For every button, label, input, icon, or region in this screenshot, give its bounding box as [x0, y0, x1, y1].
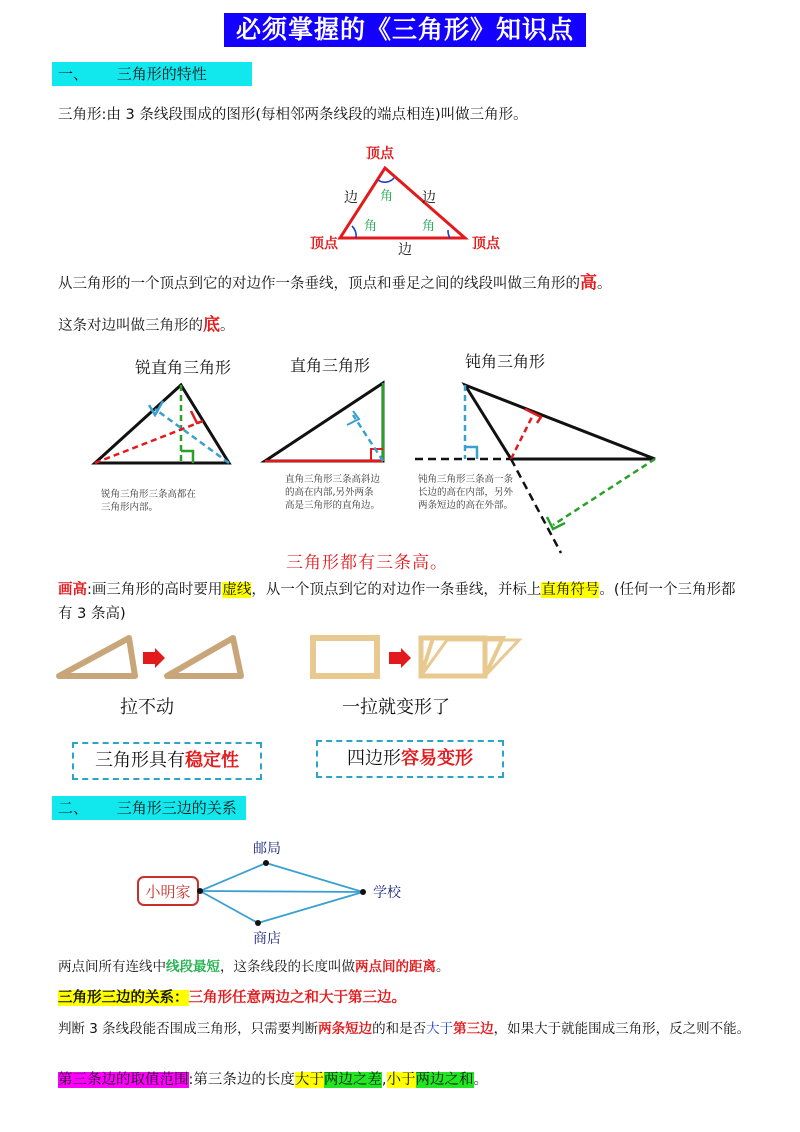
shortest-line-paragraph — [58, 955, 450, 979]
range-sum: 两边之和 — [415, 1072, 474, 1088]
greater-than-term: 大于 — [426, 1021, 454, 1037]
range-label: 第三条边的取值范围 — [58, 1072, 189, 1088]
deform-label: 一拉就变形了 — [342, 697, 450, 718]
section-number: 一、 — [58, 65, 89, 83]
side-label-left: 边 — [344, 190, 358, 206]
height-def-end: 。 — [597, 276, 612, 292]
home-label: 小明家 — [145, 883, 191, 901]
obtuse-triangle-figure — [415, 385, 655, 553]
stability-text: 三角形具有 — [95, 750, 185, 771]
shop-label: 商店 — [253, 931, 281, 947]
page-title: 必须掌握的《三角形》知识点 — [224, 13, 586, 47]
vertex-label-left: 顶点 — [310, 236, 338, 252]
angle-label-left: 角 — [364, 219, 378, 234]
angle-label-top: 角 — [380, 189, 394, 204]
right-angle-term: 直角符号 — [541, 582, 600, 598]
stability-illustration — [55, 628, 535, 688]
section-number: 二、 — [58, 799, 89, 817]
base-def-text: 这条对边叫做三角形的 — [58, 318, 203, 334]
stability-box — [72, 742, 262, 780]
heights-diagrams — [85, 375, 685, 560]
draw-label: 画高 — [58, 582, 87, 598]
triangle-definition: 三角形:由 3 条线段围成的图形(每相邻两条线段的端点相连)叫做三角形。 — [58, 107, 528, 123]
school-label: 学校 — [373, 885, 401, 901]
range-comma: , — [381, 1072, 387, 1088]
range-paragraph — [58, 1068, 488, 1092]
triangle-inequality — [58, 986, 406, 1010]
range-greater: 大于 — [294, 1072, 324, 1088]
acute-triangle-figure — [95, 385, 229, 463]
third-side-term: 第三边 — [453, 1021, 494, 1037]
shortest-text-5: 。 — [436, 959, 450, 975]
vertex-label-top: 顶点 — [366, 146, 394, 162]
quad-box — [316, 740, 504, 778]
draw-text-3: 。(任何一个三角形都有 3 条高) — [58, 582, 736, 622]
shortest-text-3: ，这条线段的长度叫做 — [220, 959, 355, 975]
range-end: 。 — [473, 1072, 488, 1088]
shortest-term: 线段最短 — [166, 959, 220, 975]
type-acute-title: 锐直角三角形 — [135, 358, 232, 377]
range-less: 小于 — [386, 1072, 416, 1088]
base-def-end: 。 — [220, 318, 235, 334]
stability-word: 稳定性 — [185, 750, 239, 771]
three-heights-note: 三角形都有三条高。 — [286, 553, 448, 573]
draw-text-1: :画三角形的高时要用 — [87, 582, 223, 598]
relation-label: 三角形三边的关系： — [58, 990, 189, 1006]
side-label-right: 边 — [422, 190, 436, 206]
height-def-text: 从三角形的一个顶点到它的对边作一条垂线，顶点和垂足之间的线段叫做三角形的 — [58, 276, 580, 292]
side-label-bottom: 边 — [398, 242, 412, 258]
dashed-line-term: 虚线 — [222, 582, 252, 598]
cant-pull-label: 拉不动 — [120, 697, 174, 718]
angle-label-right: 角 — [422, 219, 436, 234]
base-word: 底 — [203, 315, 220, 335]
draw-heights-paragraph — [58, 578, 748, 626]
type-obtuse-title: 钝角三角形 — [465, 352, 546, 371]
height-word: 高 — [580, 273, 597, 293]
judge-text-6: ，如果大于就能围成三角形，反之则不能。 — [493, 1021, 751, 1037]
acute-note: 锐角三角形三条高都在三角形内部。 — [101, 489, 197, 513]
shortest-text-1: 两点间所有连线中 — [58, 959, 166, 975]
judge-text-1: 判断 3 条线段能否围成三角形，只需要判断 — [58, 1021, 319, 1037]
relation-text: 三角形任意两边之和大于第三边。 — [188, 990, 406, 1006]
draw-text-2: ，从一个顶点到它的对边作一条垂线，并标上 — [251, 582, 542, 598]
judge-text-3: 的和是否 — [372, 1021, 427, 1037]
two-short-sides: 两条短边 — [318, 1021, 373, 1037]
base-definition — [58, 313, 235, 338]
post-label: 邮局 — [253, 841, 281, 857]
obtuse-note: 钝角三角形三条高一条长边的高在内部，另外两条短边的高在外部。 — [418, 474, 514, 511]
quad-text: 四边形 — [347, 748, 401, 769]
quad-word: 容易变形 — [401, 748, 473, 769]
section-heading-1 — [52, 62, 252, 86]
right-triangle-figure — [265, 383, 383, 461]
type-right-title: 直角三角形 — [290, 356, 371, 375]
triangle-parts-diagram — [300, 140, 520, 260]
distance-term: 两点间的距离 — [355, 959, 436, 975]
height-definition — [58, 271, 612, 296]
right-note: 直角三角形三条高斜边的高在内部,另外两条高是三角形的直角边。 — [285, 474, 381, 511]
judge-paragraph — [58, 1017, 758, 1041]
range-text-1: :第三条边的长度 — [188, 1072, 295, 1088]
section-title: 三角形三边的关系 — [116, 799, 237, 817]
vertex-label-right: 顶点 — [472, 236, 500, 252]
section-title: 三角形的特性 — [116, 65, 207, 83]
range-difference: 两边之差 — [323, 1072, 382, 1088]
section-heading-2 — [52, 796, 246, 820]
route-map-diagram — [135, 835, 425, 950]
